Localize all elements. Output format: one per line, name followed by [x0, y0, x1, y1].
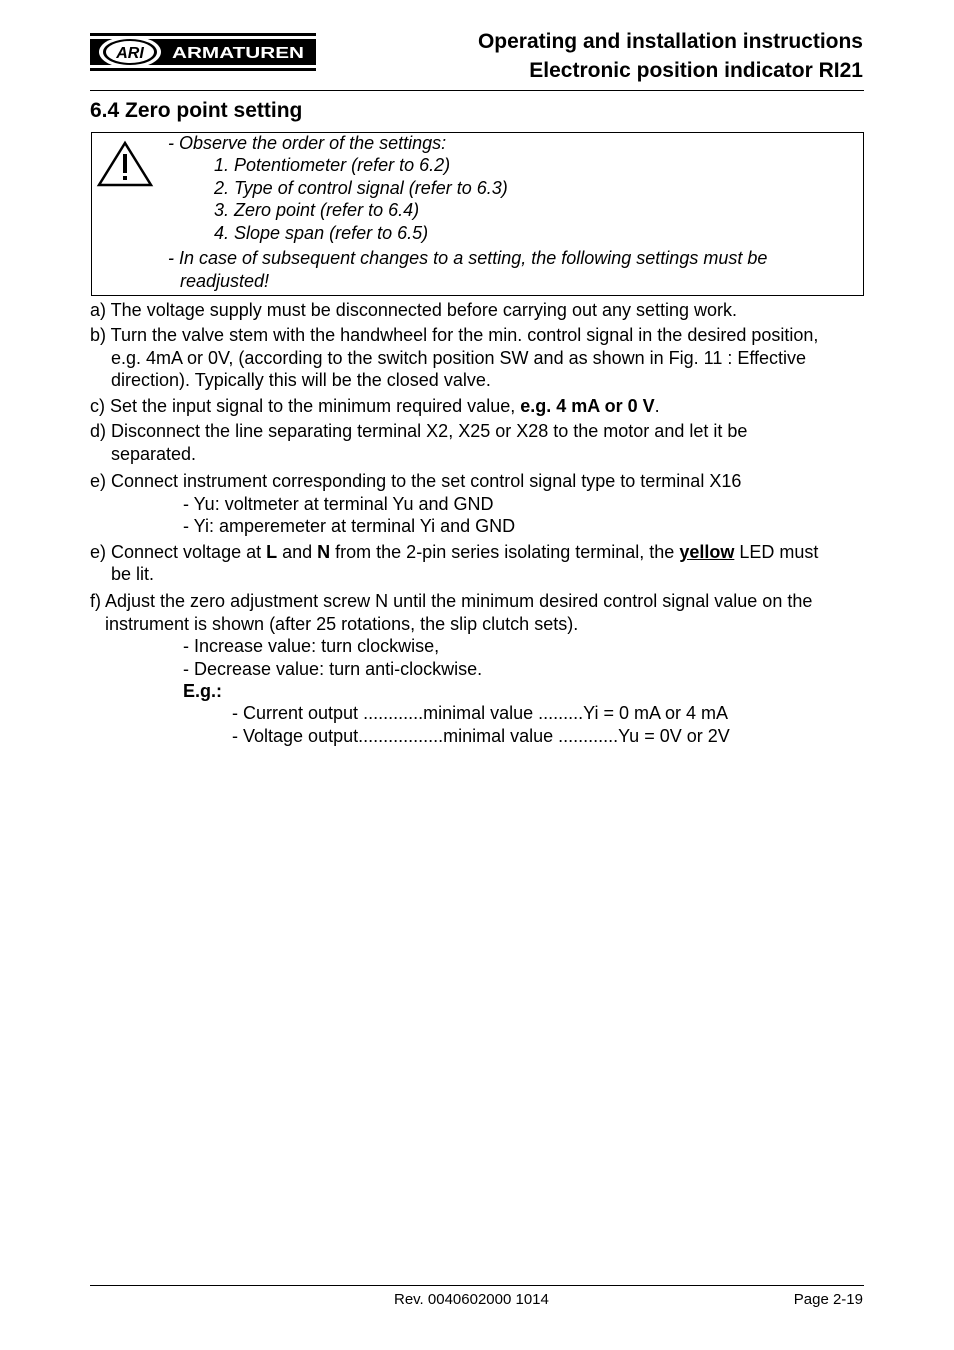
warning-note-line1: - In case of subsequent changes to a setting, the following settings must be: [168, 248, 768, 268]
warning-item: 4. Slope span (refer to 6.5): [214, 223, 429, 243]
footer-page-number: Page 2-19: [793, 1291, 863, 1308]
warning-item: 2. Type of control signal (refer to 6.3): [214, 178, 508, 198]
step-c: [90, 395, 660, 417]
warning-triangle-icon: [96, 140, 154, 188]
step-e2-part2: and: [277, 542, 318, 562]
step-f-sub1: - Increase value: turn clockwise,: [183, 636, 440, 656]
warning-note-line2: readjusted!: [180, 271, 270, 291]
step-f-line1: f) Adjust the zero adjustment screw N until the minimum desired control signal value on the: [90, 591, 813, 611]
step-e2-part4: LED must: [734, 542, 819, 562]
step-c-text: c) Set the input signal to the minimum required value,: [90, 396, 521, 416]
footer-divider: [90, 1285, 864, 1286]
example-current-output: - Current output ............minimal value .........Yi = 0 mA or 4 mA: [232, 703, 729, 723]
example-voltage-output: - Voltage output.................minimal value ............Yu = 0V or 2V: [232, 726, 730, 746]
header-title-line2: Electronic position indicator RI21: [529, 59, 863, 82]
step-e1-sub2: - Yi: amperemeter at terminal Yi and GND: [183, 516, 516, 536]
step-b-line1: b) Turn the valve stem with the handwheel for the min. control signal in the desired position,: [90, 325, 819, 345]
step-f-sub2: - Decrease value: turn anti-clockwise.: [183, 659, 483, 679]
step-e2-L: L: [266, 542, 278, 562]
step-e1-sub1: - Yu: voltmeter at terminal Yu and GND: [183, 494, 494, 514]
warning-item: 1. Potentiometer (refer to 6.2): [214, 155, 451, 175]
svg-text:ARMATUREN: ARMATUREN: [172, 45, 304, 62]
ari-armaturen-logo: [90, 33, 316, 71]
step-b-line2: e.g. 4mA or 0V, (according to the switch position SW and as shown in Fig. 11 : Effective: [111, 348, 807, 368]
section-title: 6.4 Zero point setting: [90, 99, 303, 122]
warning-item: 3. Zero point (refer to 6.4): [214, 200, 420, 220]
step-a: a) The voltage supply must be disconnected before carrying out any setting work.: [90, 300, 738, 320]
step-b-line3: direction). Typically this will be the closed valve.: [111, 370, 491, 390]
step-d-line2: separated.: [111, 444, 197, 464]
step-e2-line1: [90, 541, 818, 563]
step-e2-line2: be lit.: [111, 564, 155, 584]
step-e2-part3: from the 2-pin series isolating terminal, the: [330, 542, 680, 562]
example-label: E.g.:: [183, 681, 222, 701]
step-e1-line1: e) Connect instrument corresponding to the set control signal type to terminal X16: [90, 471, 742, 491]
step-f-line2: instrument is shown (after 25 rotations, the slip clutch sets).: [105, 614, 579, 634]
step-c-bold: e.g. 4 mA or 0 V: [520, 396, 655, 416]
svg-text:ARI: ARI: [116, 45, 144, 62]
step-c-end: .: [654, 396, 660, 416]
footer-revision: Rev. 0040602000 1014: [394, 1291, 549, 1308]
document-header-title: [478, 27, 863, 85]
header-divider: [90, 90, 864, 91]
header-title-line1: Operating and installation instructions: [477, 30, 863, 53]
step-e2-N: N: [317, 542, 331, 562]
warning-intro: - Observe the order of the settings:: [168, 133, 447, 153]
step-e2-part1: e) Connect voltage at: [90, 542, 267, 562]
step-e2-yellow: yellow: [679, 542, 735, 562]
step-d-line1: d) Disconnect the line separating terminal X2, X25 or X28 to the motor and let it be: [90, 421, 748, 441]
